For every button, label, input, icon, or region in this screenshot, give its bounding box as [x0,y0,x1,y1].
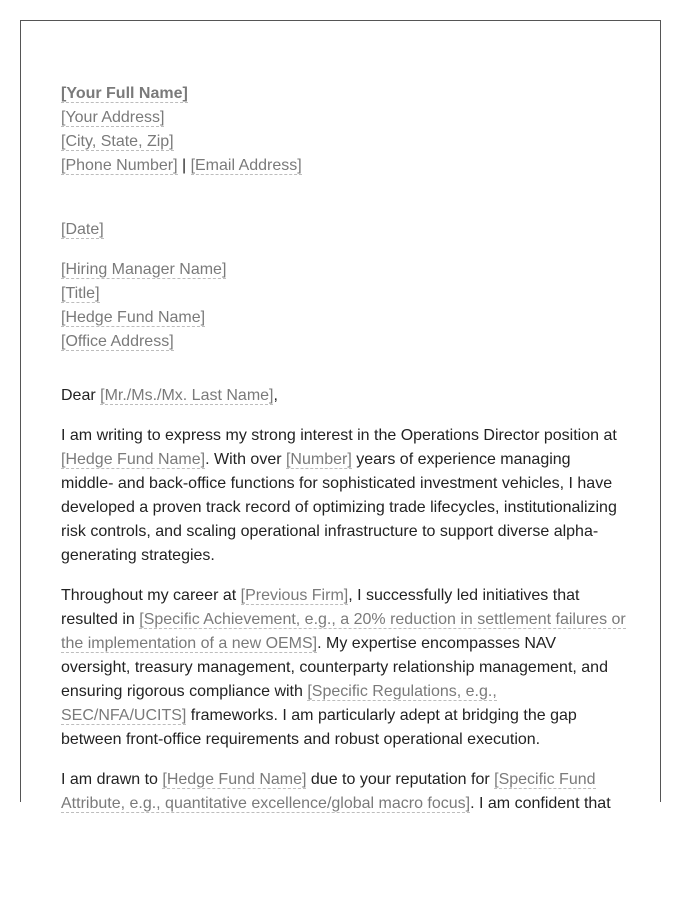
recipient-title[interactable]: [Title] [61,285,100,302]
paragraph-text: I am drawn to [61,771,163,788]
sender-city-state-zip[interactable]: [City, State, Zip] [61,133,174,150]
letter-body [61,82,626,816]
paragraph-text: due to your reputation for [306,771,495,788]
sender-email[interactable]: [Email Address] [190,157,302,174]
paragraph-text: frameworks. I am particularly adept at bridging the gap between front-office requirements and robust operational execution. [61,707,577,748]
fund-name-placeholder[interactable]: [Hedge Fund Name] [162,771,307,788]
salutation-name[interactable]: [Mr./Ms./Mx. Last Name] [100,387,274,404]
paragraph-text: . My expertise encompasses NAV oversight, treasury management, counterparty relationship management, and ensuring rigorous compliance with [61,635,608,700]
years-number-placeholder[interactable]: [Number] [285,451,352,468]
paragraph-motivation [61,768,626,816]
fund-attribute-placeholder[interactable]: [Specific Fund Attribute, e.g., quantitative excellence/global macro focus] [61,771,596,812]
salutation-prefix: Dear [61,387,101,404]
sender-full-name[interactable]: [Your Full Name] [61,85,188,102]
recipient-office-address[interactable]: [Office Address] [61,333,174,350]
paragraph-experience [61,584,626,752]
paragraph-text: , I successfully led initiatives that resulted in [61,587,580,628]
date-line [61,218,626,242]
fund-name-placeholder[interactable]: [Hedge Fund Name] [61,451,206,468]
salutation-suffix: , [273,387,278,404]
document-page [20,20,661,812]
previous-firm-placeholder[interactable]: [Previous Firm] [240,587,349,604]
recipient-block [61,258,626,354]
specific-achievement-placeholder[interactable]: [Specific Achievement, e.g., a 20% reduction in settlement failures or the implementation of a new OEMS] [61,611,626,652]
paragraph-intro [61,424,626,568]
contact-separator: | [177,157,191,174]
paragraph-text: . I am confident that [470,795,611,812]
recipient-fund-name[interactable]: [Hedge Fund Name] [61,309,206,326]
salutation [61,384,626,408]
recipient-hiring-manager[interactable]: [Hiring Manager Name] [61,261,227,278]
paragraph-text: I am writing to express my strong interest in the Operations Director position at [61,427,617,444]
paragraph-text: years of experience managing middle- and back-office functions for sophisticated investment vehicles, I have developed a proven track record of optimizing trade lifecycles, institutionalizing risk controls, and scaling operational infrastructure to support diverse alpha-generating strategies. [61,451,617,564]
paragraph-text: Throughout my career at [61,587,241,604]
sender-address[interactable]: [Your Address] [61,109,165,126]
date-placeholder[interactable]: [Date] [61,221,104,238]
specific-regulations-placeholder[interactable]: [Specific Regulations, e.g., SEC/NFA/UCITS] [61,683,497,724]
paragraph-text: . With over [205,451,286,468]
sender-phone[interactable]: [Phone Number] [61,157,178,174]
sender-block [61,82,626,178]
